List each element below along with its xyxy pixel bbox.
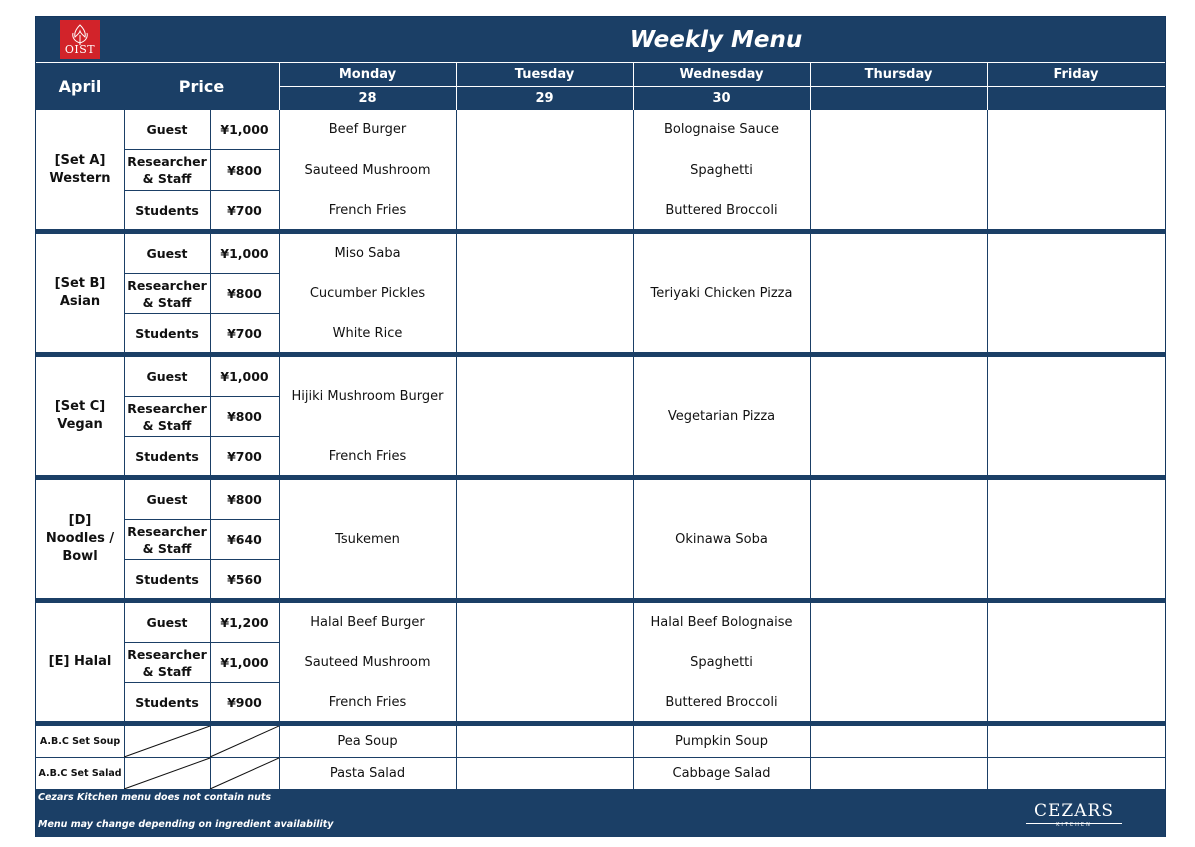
tier-guest: Guest — [146, 122, 188, 137]
price-guest: ¥800 — [227, 492, 262, 507]
extra-soup-label: A.B.C Set Soup — [39, 736, 121, 747]
set-a-name: [Set A] Western — [49, 152, 111, 186]
date-tuesday: 29 — [535, 90, 554, 106]
price-guest: ¥1,000 — [220, 122, 269, 137]
set-b-name: [Set B] Asian — [54, 276, 106, 309]
cezars-logo — [1024, 801, 1124, 829]
set-d-name: [D] Noodles / Bowl — [45, 513, 115, 564]
date-friday — [987, 86, 1165, 110]
date-monday: 28 — [358, 90, 377, 106]
menu-item: Hijiki Mushroom Burger — [291, 389, 444, 404]
menu-item: Pea Soup — [337, 734, 398, 749]
price-students: ¥560 — [227, 571, 262, 587]
day-monday: Monday — [338, 66, 397, 82]
tier-guest: Guest — [146, 615, 188, 630]
menu-item: Pasta Salad — [329, 766, 406, 781]
tier-guest: Guest — [146, 246, 188, 261]
menu-item: French Fries — [328, 448, 407, 464]
price-guest: ¥1,000 — [220, 246, 269, 261]
oist-logo-text: OIST — [64, 43, 96, 56]
menu-item: Spaghetti — [690, 162, 753, 178]
set-c-name: [Set C] Vegan — [54, 399, 106, 432]
price-researcher: ¥1,000 — [220, 655, 269, 670]
menu-item: Sauteed Mushroom — [304, 655, 431, 670]
price-researcher: ¥800 — [227, 409, 262, 424]
menu-item: Okinawa Soba — [675, 532, 768, 547]
price-guest: ¥1,200 — [220, 615, 269, 630]
price-guest: ¥1,000 — [220, 369, 269, 384]
tier-students: Students — [135, 325, 199, 341]
price-researcher: ¥800 — [227, 286, 262, 301]
tier-students: Students — [135, 571, 199, 587]
menu-item: Sauteed Mushroom — [304, 162, 431, 178]
footer-note-nuts: Cezars Kitchen menu does not contain nuts — [38, 792, 272, 803]
footer-note-availability: Menu may change depending on ingredient availability — [38, 819, 334, 830]
menu-item: Cabbage Salad — [672, 766, 771, 781]
menu-item: French Fries — [328, 202, 407, 218]
price-header: Price — [178, 76, 225, 96]
tier-students: Students — [135, 694, 199, 710]
day-friday: Friday — [1053, 66, 1099, 82]
menu-item: Vegetarian Pizza — [667, 409, 776, 424]
price-students: ¥700 — [227, 448, 262, 464]
tier-researcher: Researcher & Staff — [127, 523, 207, 556]
price-students: ¥900 — [227, 694, 262, 710]
day-wednesday: Wednesday — [679, 66, 764, 82]
menu-item: Halal Beef Bolognaise — [650, 615, 793, 630]
month-header: April — [58, 76, 102, 96]
tier-researcher: Researcher & Staff — [127, 646, 207, 679]
tier-students: Students — [135, 448, 199, 464]
set-e-name: [E] Halal — [48, 654, 112, 669]
title-bar — [36, 17, 1165, 62]
menu-item: Miso Saba — [334, 246, 401, 261]
menu-item: Teriyaki Chicken Pizza — [650, 286, 793, 301]
menu-item: Beef Burger — [328, 122, 407, 137]
day-tuesday: Tuesday — [514, 66, 575, 82]
price-researcher: ¥800 — [227, 162, 262, 178]
weekly-menu-sheet — [35, 16, 1166, 837]
oist-logo — [60, 20, 100, 59]
price-researcher: ¥640 — [227, 532, 262, 547]
menu-item: Tsukemen — [335, 532, 400, 547]
price-students: ¥700 — [227, 325, 262, 341]
date-thursday — [810, 86, 987, 110]
tier-guest: Guest — [146, 369, 188, 384]
cezars-logo-text: CEZARS — [1034, 801, 1114, 821]
day-thursday: Thursday — [864, 66, 933, 82]
menu-item: White Rice — [332, 325, 403, 341]
menu-item: Pumpkin Soup — [675, 734, 768, 749]
extra-salad-label: A.B.C Set Salad — [38, 768, 122, 779]
menu-item: Halal Beef Burger — [310, 615, 425, 630]
tier-researcher: Researcher & Staff — [127, 400, 207, 433]
cezars-logo-sub: KITCHEN — [1056, 822, 1092, 828]
tier-researcher: Researcher & Staff — [127, 277, 207, 310]
menu-item: Buttered Broccoli — [665, 694, 778, 710]
tier-researcher: Researcher & Staff — [127, 154, 207, 186]
page-title: Weekly Menu — [629, 27, 803, 53]
menu-item: Buttered Broccoli — [665, 202, 778, 218]
blank-price-slashes — [124, 726, 279, 790]
menu-item: Spaghetti — [690, 655, 753, 670]
menu-item: French Fries — [328, 694, 407, 710]
menu-item: Bolognaise Sauce — [663, 122, 779, 137]
tier-guest: Guest — [146, 492, 188, 507]
date-wednesday: 30 — [712, 90, 731, 106]
tier-students: Students — [135, 202, 199, 218]
menu-item: Cucumber Pickles — [309, 286, 426, 301]
price-students: ¥700 — [227, 202, 262, 218]
